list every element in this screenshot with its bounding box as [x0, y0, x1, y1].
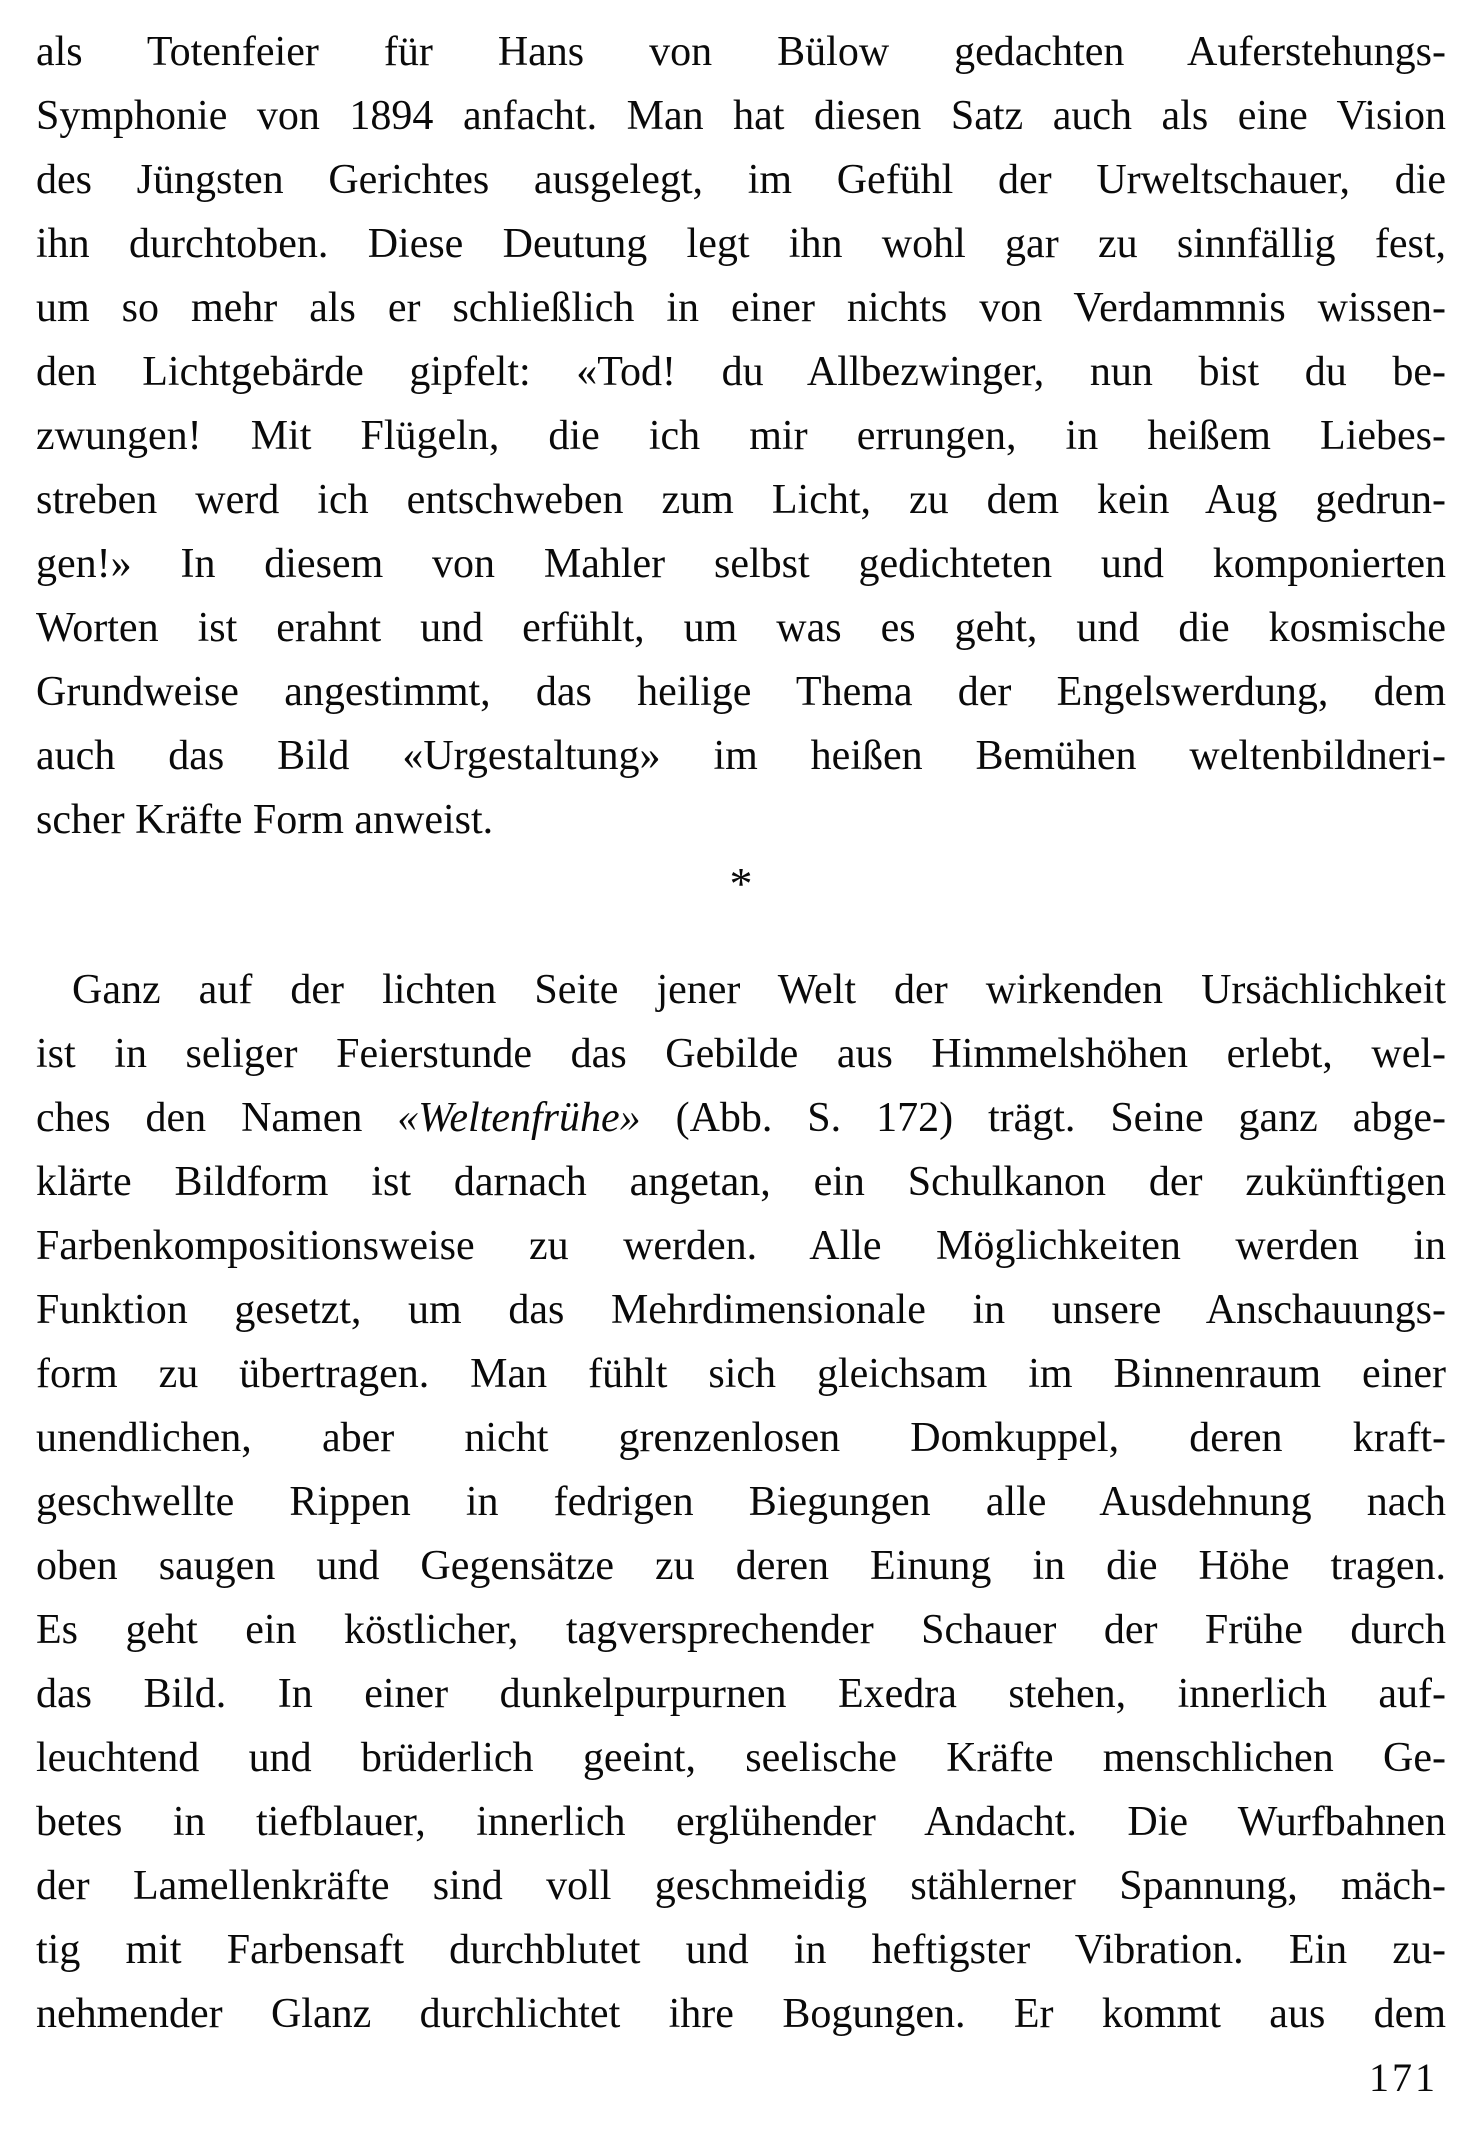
text-segment: Es geht ein köstlicher, tagversprechender Schauer der Frühe durch: [36, 1607, 1446, 1653]
text-line: [36, 724, 1446, 788]
text-segment: tig mit Farbensaft durchblutet und in heftigster Vibration. Ein zu-: [36, 1927, 1446, 1973]
text-segment: klärte Bildform ist darnach angetan, ein Schulkanon der zukünftigen: [36, 1159, 1446, 1205]
section-separator: *: [729, 858, 753, 909]
text-segment: gen!» In diesem von Mahler selbst gedichteten und komponierten: [36, 541, 1446, 587]
text-segment: den Lichtgebärde gipfelt: «Tod! du Allbezwinger, nun bist du be-: [36, 349, 1446, 395]
text-segment: zwungen! Mit Flügeln, die ich mir errungen, in heißem Liebes-: [36, 413, 1446, 459]
text-line: [36, 1662, 1446, 1726]
text-segment: als Totenfeier für Hans von Bülow gedachten Auferstehungs-: [36, 29, 1446, 75]
text-line: [36, 20, 1446, 84]
text-line: [36, 212, 1446, 276]
text-segment: Farbenkompositionsweise zu werden. Alle Möglichkeiten werden in: [36, 1223, 1446, 1269]
text-line: [36, 1086, 1446, 1150]
text-line: [36, 660, 1446, 724]
text-segment: der Lamellenkräfte sind voll geschmeidig stählerner Spannung, mäch-: [36, 1863, 1446, 1909]
text-line: [36, 1278, 1446, 1342]
text-line: [36, 1534, 1446, 1598]
text-segment: des Jüngsten Gerichtes ausgelegt, im Gefühl der Urweltschauer, die: [36, 157, 1446, 203]
text-segment: unendlichen, aber nicht grenzenlosen Domkuppel, deren kraft-: [36, 1415, 1446, 1461]
text-segment: ihn durchtoben. Diese Deutung legt ihn wohl gar zu sinnfällig fest,: [36, 221, 1446, 267]
text-segment: ist in seliger Feierstunde das Gebilde aus Himmelshöhen erlebt, wel-: [36, 1031, 1446, 1077]
paragraph-slot-2: [36, 958, 1446, 2046]
text-segment: Worten ist erahnt und erfühlt, um was es geht, und die kosmische: [36, 605, 1446, 651]
text-line: [36, 468, 1446, 532]
text-line: [36, 532, 1446, 596]
text-line: [36, 596, 1446, 660]
text-segment: betes in tiefblauer, innerlich erglühender Andacht. Die Wurfbahnen: [36, 1799, 1446, 1845]
text-segment: Symphonie von 1894 anfacht. Man hat diesen Satz auch als eine Vision: [36, 93, 1446, 139]
text-line: [36, 1918, 1446, 1982]
text-line: [36, 1790, 1446, 1854]
text-segment: Funktion gesetzt, um das Mehrdimensionale in unsere Anschauungs-: [36, 1287, 1446, 1333]
text-segment: scher Kräfte Form anweist.: [36, 797, 494, 843]
text-segment: oben saugen und Gegensätze zu deren Einung in die Höhe tragen.: [36, 1543, 1446, 1589]
page-number: 171: [1369, 2055, 1438, 2100]
text-line: [36, 788, 1446, 852]
text-segment: auch das Bild «Urgestaltung» im heißen Bemühen weltenbildneri-: [36, 733, 1446, 779]
paragraph-slot-1: [36, 20, 1446, 852]
text-block: [36, 20, 1446, 2046]
text-segment: Ganz auf der lichten Seite jener Welt der wirkenden Ursächlichkeit: [72, 967, 1446, 1013]
text-segment: form zu übertragen. Man fühlt sich gleichsam im Binnenraum einer: [36, 1351, 1446, 1397]
text-segment: leuchtend und brüderlich geeint, seelische Kräfte menschlichen Ge-: [36, 1735, 1446, 1781]
text-segment: geschwellte Rippen in fedrigen Biegungen alle Ausdehnung nach: [36, 1479, 1446, 1525]
text-line: [36, 1470, 1446, 1534]
text-line: [36, 1342, 1446, 1406]
text-line: [36, 148, 1446, 212]
text-line: [36, 1726, 1446, 1790]
text-line: [36, 1214, 1446, 1278]
text-segment: das Bild. In einer dunkelpurpurnen Exedra stehen, innerlich auf-: [36, 1671, 1446, 1717]
text-line: [36, 1406, 1446, 1470]
text-line: [36, 340, 1446, 404]
text-line: [36, 1598, 1446, 1662]
italic-text: «Weltenfrühe»: [397, 1095, 641, 1141]
text-segment: um so mehr als er schließlich in einer nichts von Verdammnis wissen-: [36, 285, 1446, 331]
text-line: [36, 1022, 1446, 1086]
text-line: [36, 1982, 1446, 2046]
text-segment: (Abb. S. 172) trägt. Seine ganz abge-: [640, 1095, 1446, 1141]
text-segment: ches den Namen: [36, 1095, 398, 1141]
text-line: [36, 1854, 1446, 1918]
text-segment: nehmender Glanz durchlichtet ihre Bogungen. Er kommt aus dem: [36, 1991, 1446, 2037]
paragraph-2: [36, 958, 1446, 2046]
paragraph-1: [36, 20, 1446, 852]
text-line: [36, 1150, 1446, 1214]
text-line: [36, 404, 1446, 468]
text-line: [36, 276, 1446, 340]
text-line: [36, 958, 1446, 1022]
text-segment: streben werd ich entschweben zum Licht, zu dem kein Aug gedrun-: [36, 477, 1446, 523]
text-segment: Grundweise angestimmt, das heilige Thema der Engelswerdung, dem: [36, 669, 1446, 715]
text-line: [36, 84, 1446, 148]
